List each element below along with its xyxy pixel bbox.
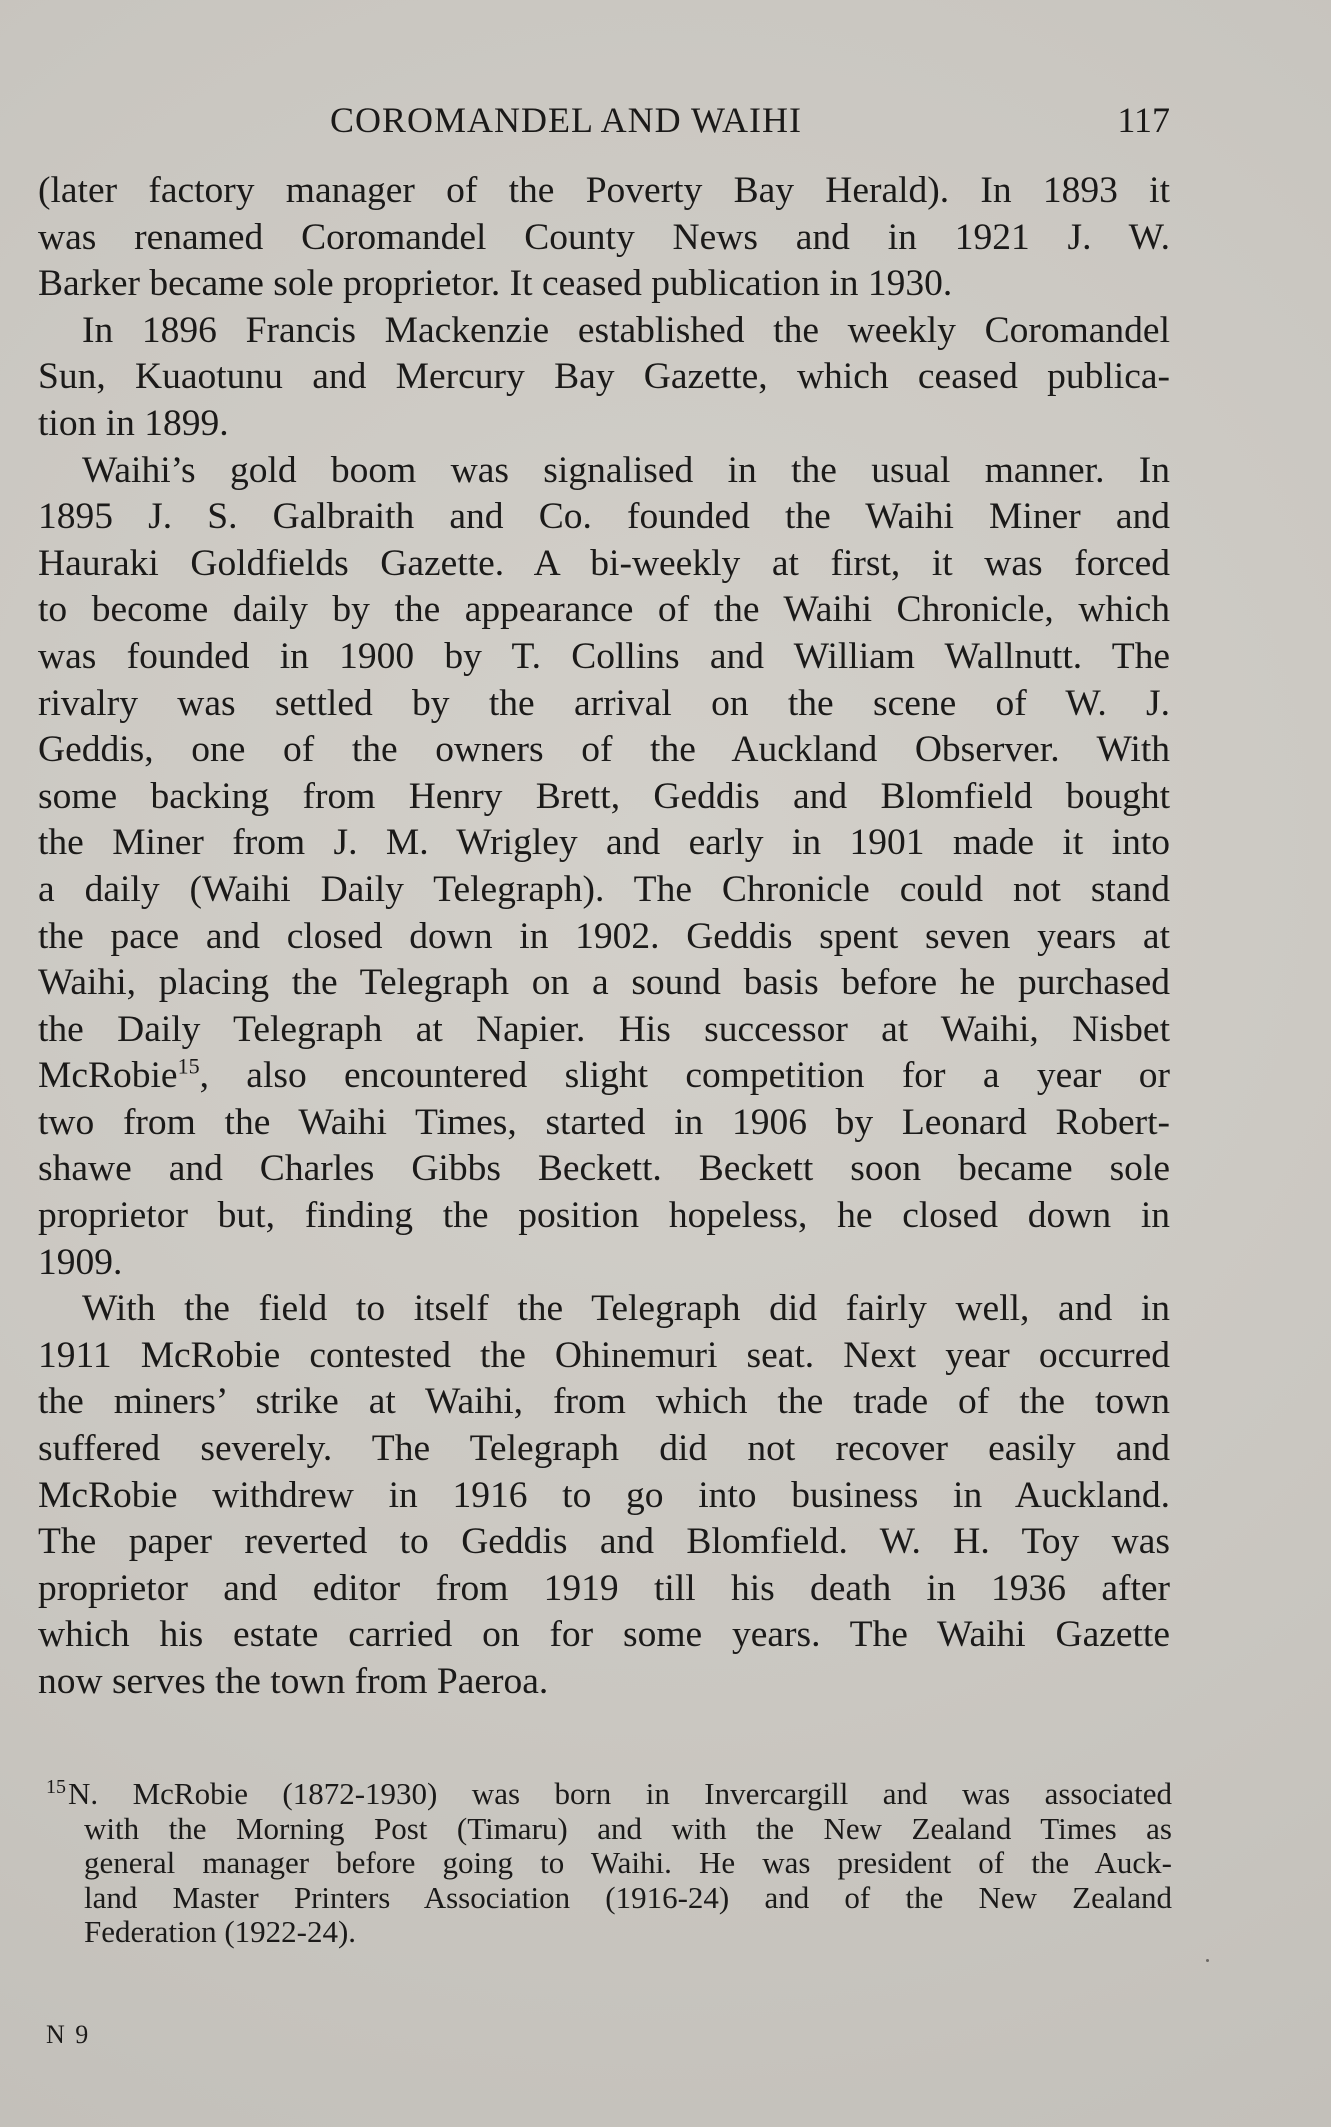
text-line: to become daily by the appearance of the Waihi Chronicle, which	[38, 589, 1170, 631]
text-line-with-footnote-ref	[38, 1053, 1170, 1100]
footnote-text: N. McRobie (1872-1930) was born in Invercargill and was associated	[68, 1776, 1172, 1811]
text-line: Hauraki Goldfields Gazette. A bi-weekly at first, it was forced	[38, 542, 1170, 584]
text-fragment: McRobie	[38, 1055, 178, 1097]
text-line: the Miner from J. M. Wrigley and early in 1901 made it into	[38, 822, 1170, 864]
text-line: 1909.	[38, 1241, 123, 1283]
running-head	[40, 96, 1170, 144]
footnote-line: with the Morning Post (Timaru) and with the New Zealand Times as	[84, 1810, 1172, 1846]
text-line: the miners’ strike at Waihi, from which the trade of the town	[38, 1381, 1170, 1423]
text-line: suffered severely. The Telegraph did not recover easily and	[38, 1428, 1170, 1470]
text-line: shawe and Charles Gibbs Beckett. Beckett soon became sole	[38, 1148, 1170, 1190]
text-line: The paper reverted to Geddis and Blomfield. W. H. Toy was	[38, 1521, 1170, 1563]
text-fragment: , also encountered slight competition for a year or	[199, 1055, 1170, 1097]
text-line: (later factory manager of the Poverty Bay Herald). In 1893 it	[38, 170, 1170, 211]
text-line: Waihi’s gold boom was signalised in the usual manner. In	[82, 449, 1170, 491]
text-line: Waihi, placing the Telegraph on a sound basis before he purchased	[38, 962, 1170, 1004]
signature-mark: N 9	[46, 2020, 91, 2049]
text-line: McRobie withdrew in 1916 to go into business in Auckland.	[38, 1474, 1170, 1516]
text-line: Sun, Kuaotunu and Mercury Bay Gazette, which ceased publica-	[38, 356, 1170, 398]
text-line: 1895 J. S. Galbraith and Co. founded the Waihi Miner and	[38, 496, 1170, 538]
text-line: Barker became sole proprietor. It ceased publication in 1930.	[38, 263, 953, 305]
footnote-line	[46, 1777, 1172, 1812]
text-line: the Daily Telegraph at Napier. His successor at Waihi, Nisbet	[38, 1008, 1170, 1050]
footnote-line: Federation (1922-24).	[84, 1914, 357, 1949]
text-line: With the field to itself the Telegraph did fairly well, and in	[82, 1288, 1170, 1330]
text-line: a daily (Waihi Daily Telegraph). The Chronicle could not stand	[38, 868, 1170, 910]
text-line: proprietor and editor from 1919 till his death in 1936 after	[38, 1567, 1170, 1609]
text-line: Geddis, one of the owners of the Auckland Observer. With	[38, 729, 1170, 771]
running-title: COROMANDEL AND WAIHI	[330, 100, 802, 140]
text-line: now serves the town from Paeroa.	[38, 1661, 549, 1702]
paper-speck	[1206, 1959, 1209, 1962]
text-line: 1911 McRobie contested the Ohinemuri seat. Next year occurred	[38, 1334, 1170, 1376]
footnote-line: general manager before going to Waihi. He was president of the Auck-	[84, 1845, 1172, 1880]
footnote	[46, 1777, 1172, 1950]
footnote-marker: 15	[46, 1775, 66, 1798]
text-line: was renamed Coromandel County News and in 1921 J. W.	[38, 216, 1170, 258]
footnote-line: land Master Printers Association (1916-24) and of the New Zealand	[84, 1879, 1172, 1915]
text-line: rivalry was settled by the arrival on the scene of W. J.	[38, 682, 1170, 724]
text-line: tion in 1899.	[38, 402, 229, 444]
text-line: was founded in 1900 by T. Collins and William Wallnutt. The	[38, 635, 1170, 677]
text-line: the pace and closed down in 1902. Geddis spent seven years at	[38, 915, 1170, 957]
text-line: proprietor but, finding the position hopeless, he closed down in	[38, 1195, 1170, 1237]
text-line: which his estate carried on for some years. The Waihi Gazette	[38, 1614, 1170, 1656]
page-number: 117	[1117, 100, 1170, 140]
text-line: two from the Waihi Times, started in 1906 by Leonard Robert-	[38, 1101, 1170, 1143]
body-text	[38, 168, 1170, 1706]
text-line: In 1896 Francis Mackenzie established the weekly Coromandel	[82, 309, 1170, 351]
footnote-reference: 15	[177, 1053, 200, 1079]
text-line: some backing from Henry Brett, Geddis and Blomfield bought	[38, 775, 1170, 817]
